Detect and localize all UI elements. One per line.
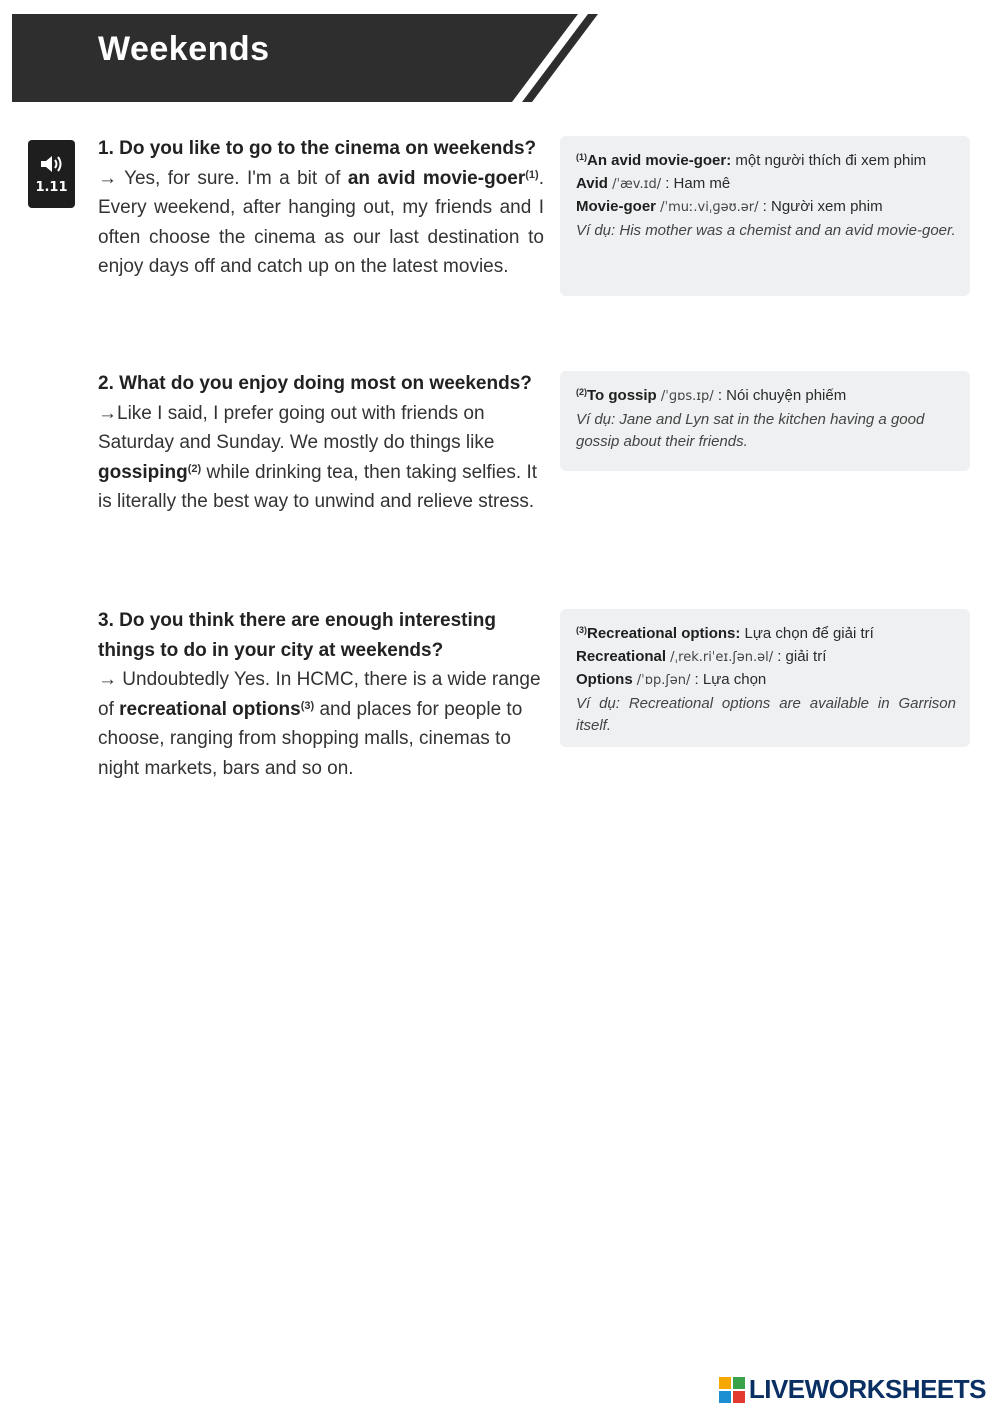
answer-2 <box>98 399 544 517</box>
note-2-ipa: /ˈɡɒs.ɪp/ <box>656 389 718 404</box>
answer-1-keyword: an avid movie-goer <box>347 167 526 189</box>
answer-3-ref: (3) <box>300 699 315 712</box>
note-3-ref: (3) <box>576 625 587 635</box>
note-3-headline <box>576 623 956 646</box>
note-1-ref: (1) <box>576 152 587 162</box>
note-1-entry-2-ipa: /ˈmuː.viˌɡəʊ.ər/ <box>656 200 763 215</box>
answer-3-text-cont: and places for people to choose, ranging from shopping malls, cinemas to night markets, bars and so on. <box>98 698 523 779</box>
note-3-entry-1-meaning: : giải trí <box>777 647 827 665</box>
note-1-example: Ví dụ: His mother was a chemist and an avid movie-goer. <box>576 221 956 239</box>
footer-brand-logo[interactable] <box>719 1374 986 1405</box>
speaker-icon <box>40 154 64 174</box>
answer-3 <box>98 665 544 783</box>
note-3-example: Ví dụ: Recreational options are available in Garrison itself. <box>576 694 956 734</box>
note-3-entry-2-meaning: : Lựa chọn <box>694 671 767 688</box>
vocab-note-2 <box>560 371 970 471</box>
note-1-entry-2 <box>576 196 956 220</box>
note-2-ref: (2) <box>576 387 587 397</box>
qa-block-3 <box>98 606 544 783</box>
note-1-entry-1-meaning: : Ham mê <box>665 174 731 192</box>
question-2: 2. What do you enjoy doing most on weekends? <box>98 373 532 394</box>
note-1-meaning: một người thích đi xem phim <box>731 152 927 169</box>
answer-2-keyword: gossiping <box>98 461 188 483</box>
note-3-entry-1-word: Recreational <box>576 647 667 665</box>
vocab-note-1 <box>560 136 970 296</box>
vocab-note-3 <box>560 609 970 747</box>
note-2-headline <box>576 385 956 409</box>
page-title: Weekends <box>98 30 270 68</box>
answer-1-ref: (1) <box>525 168 539 181</box>
note-3-term: Recreational options: <box>587 625 741 642</box>
liveworksheets-logo-icon <box>719 1377 745 1403</box>
note-1-term: An avid movie-goer: <box>587 152 732 169</box>
answer-1-text-cont: . Every weekend, after hanging out, my friends and I often choose the cinema as our last destination to enjoy days off and catch up on the latest movies. <box>98 167 544 277</box>
note-3-meaning: Lựa chọn để giải trí <box>740 625 874 642</box>
note-1-entry-1-word: Avid <box>576 174 608 192</box>
answer-3-text: → Undoubtedly Yes. In HCMC, there is a wide range of <box>98 669 541 720</box>
note-3-entry-2-word: Options <box>576 671 633 688</box>
qa-block-2 <box>98 369 544 517</box>
note-1-entry-2-meaning: : Người xem phim <box>762 198 883 215</box>
note-3-entry-1 <box>576 646 956 670</box>
audio-track-number: 1.11 <box>35 179 68 195</box>
note-1-headline <box>576 150 956 173</box>
answer-2-text-cont: while drinking tea, then taking selfies. It is literally the best way to unwind and relieve stress. <box>98 461 538 512</box>
qa-block-1 <box>98 134 544 282</box>
note-2-meaning: : Nói chuyện phiếm <box>717 387 847 404</box>
note-2-example: Ví dụ: Jane and Lyn sat in the kitchen having a good gossip about their friends. <box>576 410 925 450</box>
note-1-entry-1-ipa: /ˈæv.ɪd/ <box>607 176 666 192</box>
question-3: 3. Do you think there are enough interesting things to do in your city at weekends? <box>98 610 496 661</box>
answer-1 <box>98 164 544 282</box>
note-1-entry-2-word: Movie-goer <box>576 198 657 215</box>
footer-brand-name: LIVEWORKSHEETS <box>748 1374 986 1404</box>
note-3-entry-2-ipa: /ˈɒp.ʃən/ <box>632 673 695 688</box>
audio-play-button[interactable] <box>28 140 75 208</box>
answer-2-ref: (2) <box>187 462 202 475</box>
note-3-entry-2 <box>576 669 956 693</box>
answer-2-text: →Like I said, I prefer going out with friends on Saturday and Sunday. We mostly do things like <box>98 402 495 453</box>
answer-1-text: → Yes, for sure. I'm a bit of <box>98 167 348 189</box>
note-3-entry-1-ipa: /ˌrek.riˈeɪ.ʃən.əl/ <box>666 649 778 665</box>
question-1: 1. Do you like to go to the cinema on weekends? <box>98 138 537 159</box>
note-1-entry-1 <box>576 173 956 197</box>
answer-3-keyword: recreational options <box>119 698 301 720</box>
note-2-term: To gossip <box>587 387 657 404</box>
